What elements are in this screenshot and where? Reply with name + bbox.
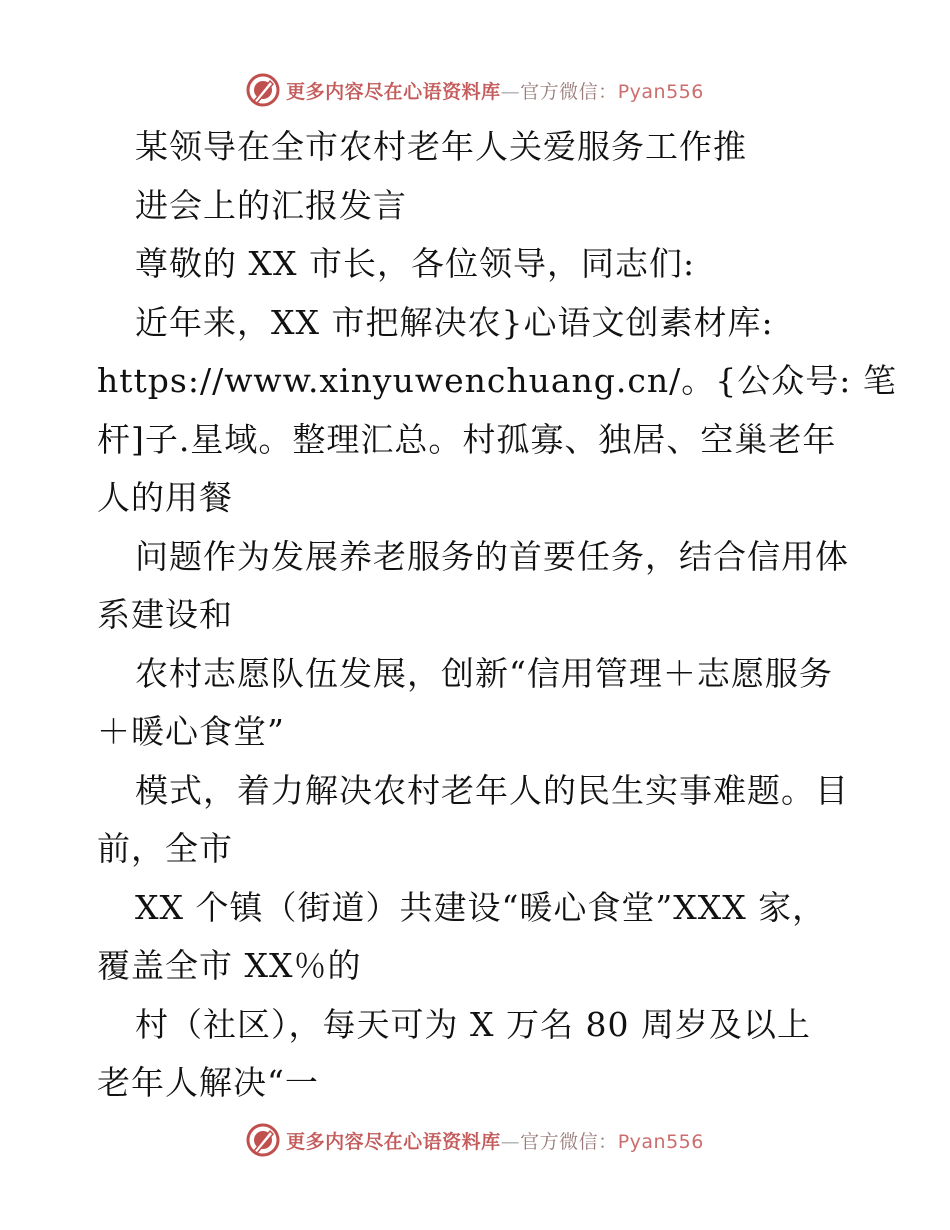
footer-watermark	[0, 1120, 950, 1160]
paragraph-line: 问题作为发展养老服务的首要任务，结合信用体	[135, 536, 849, 576]
paragraph-line: 人的用餐	[97, 478, 233, 517]
paragraph-line: 村（社区），每天可为 X 万名 80 周岁及以上	[135, 1004, 811, 1044]
paragraph-line: 农村志愿队伍发展，创新“信用管理＋志愿服务	[135, 653, 833, 693]
title-line-2: 进会上的汇报发言	[135, 185, 407, 225]
document-body	[97, 118, 897, 1113]
paragraph-line: 前，全市	[97, 829, 233, 868]
paragraph-line: 近年来，XX 市把解决农}心语文创素材库:	[135, 302, 774, 342]
paragraph-line: ＋暖心食堂”	[97, 712, 285, 751]
title-line-1: 某领导在全市农村老年人关爱服务工作推	[135, 127, 747, 166]
pen-seal-icon	[246, 73, 280, 107]
paragraph-line: https://www.xinyuwenchuang.cn/。{公众号: 笔	[97, 361, 897, 400]
watermark-text: 更多内容尽在心语资料库—官方微信：Pyan556	[286, 1130, 704, 1153]
header-watermark	[0, 70, 950, 110]
paragraph-line: 覆盖全市 XX％的	[97, 946, 362, 985]
paragraph-line: 模式，着力解决农村老年人的民生实事难题。目	[135, 770, 849, 810]
pen-seal-icon	[246, 1123, 280, 1157]
paragraph-line: 杆]子.星域。整理汇总。村孤寡、独居、空巢老年	[97, 419, 837, 459]
paragraph-line: XX 个镇（街道）共建设“暖心食堂”XXX 家，	[135, 887, 827, 927]
salutation: 尊敬的 XX 市长，各位领导，同志们:	[135, 244, 696, 283]
paragraph-line: 系建设和	[97, 595, 233, 634]
watermark-text: 更多内容尽在心语资料库—官方微信：Pyan556	[286, 80, 704, 103]
paragraph-line: 老年人解决“一	[97, 1063, 319, 1102]
